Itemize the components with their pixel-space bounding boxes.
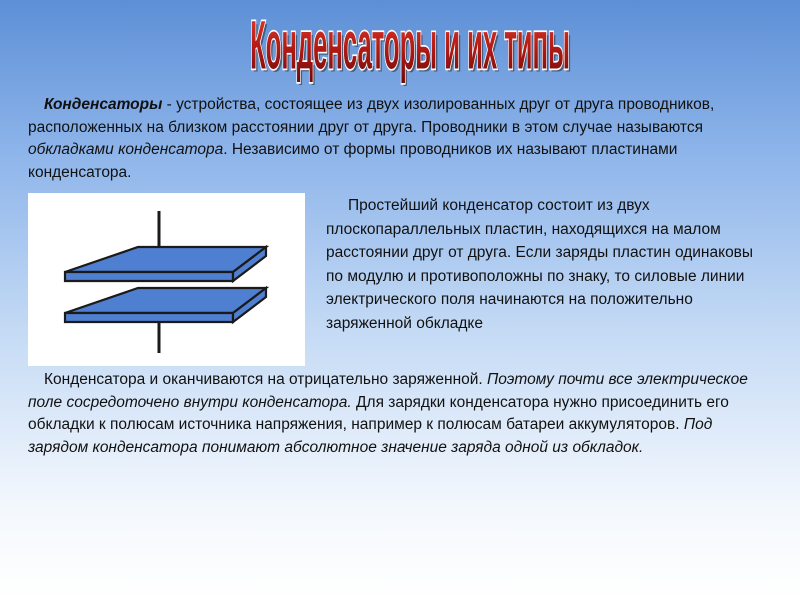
field-text-a: Конденсатора и оканчиваются на отрицательно заряженной. bbox=[44, 371, 488, 388]
bottom-plate-front-edge bbox=[65, 313, 233, 322]
term-capacitors: Конденсаторы bbox=[44, 96, 163, 113]
definition-text-a: - устройства, состоящее из двух изолированных друг от друга проводников, расположенных на близком расстоянии друг от друга. Проводники в этом случае называются bbox=[28, 96, 715, 136]
field-text-b: Для зарядки конденсатора нужно присоединить его обкладки к полюсам источника напряжения, например к полюсам батареи аккумуляторов. bbox=[28, 393, 729, 433]
field-paragraph bbox=[28, 369, 768, 459]
bottom-plate-face bbox=[65, 288, 266, 313]
slide-title bbox=[245, 8, 575, 86]
top-plate-face bbox=[65, 247, 266, 272]
capacitor-figure bbox=[28, 193, 305, 366]
title-text: Конденсаторы и их типы bbox=[250, 8, 570, 84]
field-italic-b: Под зарядом конденсатора понимают абсолютное значение заряда одной из обкладок. bbox=[28, 416, 713, 456]
definition-text-b: . Независимо от формы проводников их называют пластинами конденсатора. bbox=[28, 141, 678, 181]
field-italic-a: Поэтому почти все электрическое поле сосредоточено внутри конденсатора. bbox=[28, 371, 748, 411]
simplest-capacitor-paragraph: Простейший конденсатор состоит из двух плоскопараллельных пластин, находящихся на малом расстоянии друг от друга. Если заряды пластин одинаковы по модулю и противоположны по знаку, то силовые линии электрического поля начинаются на положительно заряженной обкладке bbox=[326, 197, 754, 332]
definition-paragraph bbox=[28, 94, 748, 184]
top-plate-front-edge bbox=[65, 272, 233, 281]
title-shadow: Конденсаторы и их типы bbox=[252, 11, 572, 86]
term-plates: обкладками конденсатора bbox=[28, 141, 224, 158]
